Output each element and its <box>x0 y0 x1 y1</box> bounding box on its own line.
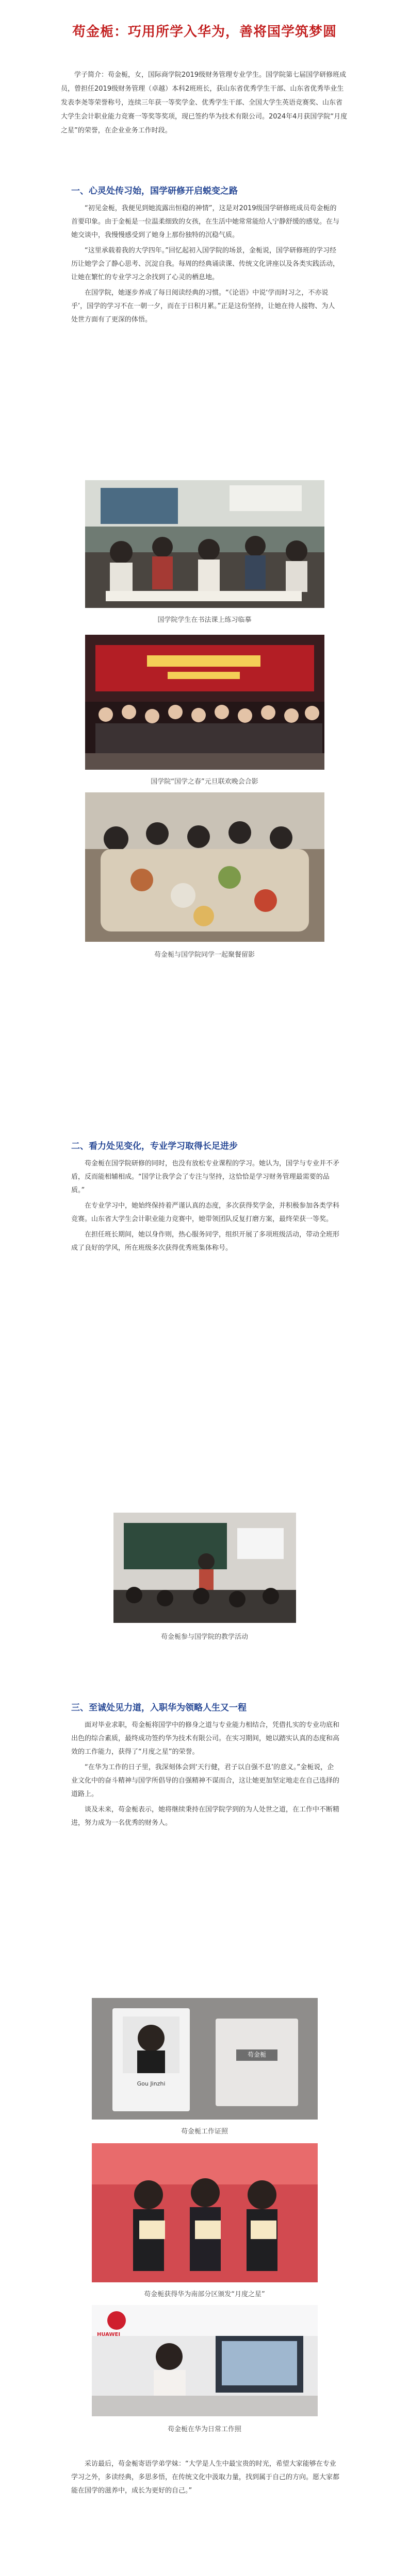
new-year-party-image <box>85 635 324 770</box>
badge-pinyin: Gou Jinzhi <box>137 2080 166 2087</box>
photo-calligraphy-class <box>85 480 324 608</box>
section-1-body <box>71 202 339 377</box>
section-heading-3: 三、至诚处见力道，入职华为领略人生又一程 <box>71 1703 247 1713</box>
work-id-image <box>92 1998 318 2120</box>
article-summary <box>61 68 349 138</box>
figure-caption-5: 苟金栀工作证照 <box>181 2128 228 2136</box>
figure-caption-2: 国学院“国学之春”元旦联欢晚会合影 <box>151 778 258 786</box>
paragraph: “初见金栀，我便见到她流露出恒稳的神情”，这是对2019级国学研修班成员苟金栀的首要印象。由于金栀是一位温柔细致的女孩，在生活中她常常能给人宁静舒缓的感觉。在与她交谈中，我慢慢感受到了她身上那份独特的沉稳气质。 <box>71 205 339 239</box>
closing-paragraph: 采访最后，苟金栀寄语学弟学妹：“大学是人生中最宝贵的时光，希望大家能够在专业学习之外，多读经典，多思多悟，在传统文化中汲取力量，找到属于自己的方向。愿大家都能在国学的滋养中，成长为更好的自己。” <box>71 2460 339 2495</box>
paragraph: 苟金栀在国学院研修的同时，也没有放松专业课程的学习。她认为，国学与专业并不矛盾，反而能相辅相成。“国学让我学会了专注与坚持，这恰恰是学习财务管理最需要的品质。” <box>71 1160 339 1194</box>
figure-caption-6: 苟金栀获得华为南部分区颁发“月度之星” <box>144 2291 265 2298</box>
teaching-activity-image <box>113 1513 296 1623</box>
paragraph: 面对毕业求职，苟金栀将国学中的修身之道与专业能力相结合，凭借扎实的专业功底和出色的综合素质，最终成功签约华为技术有限公司。在实习期间，她以踏实认真的态度和高效的工作能力，获得了“月度之星”的荣誉。 <box>71 1721 339 1756</box>
paragraph: “这里承载着我的大学四年。”回忆起初入国学院的场景，金栀说，国学研修班的学习经历让她学会了静心思考、沉淀自我。每周的经典诵读课、传统文化讲座以及各类实践活动，让她在繁忙的专业学习之余找到了心灵的栖息地。 <box>71 247 339 281</box>
figure-caption-7: 苟金栀在华为日常工作照 <box>167 2426 241 2433</box>
section-heading-2: 二、看力处见变化，专业学习取得长足进步 <box>71 1141 238 1151</box>
star-of-month-image <box>92 2143 318 2282</box>
section-2-body <box>71 1157 339 1374</box>
section-heading-1: 一、心灵处传习始，国学研修开启蜕变之路 <box>71 186 238 196</box>
paragraph: 在专业学习中，她始终保持着严谨认真的态度，多次获得奖学金，并积极参加各类学科竞赛。山东省大学生会计职业能力竞赛中，她带领团队反复打磨方案，最终荣获一等奖。 <box>71 1202 339 1223</box>
figure-caption-3: 苟金栀与国学院同学一起聚餐留影 <box>154 951 255 959</box>
section-3-body <box>71 1719 339 1976</box>
closing-body <box>71 2458 339 2576</box>
paragraph: 谈及未来，苟金栀表示，她将继续秉持在国学院学到的为人处世之道，在工作中不断精进，努力成为一名优秀的财务人。 <box>71 1806 339 1827</box>
calligraphy-class-image <box>85 480 324 608</box>
photo-work-id <box>92 1998 318 2120</box>
title-bar <box>0 0 409 61</box>
photo-teaching-activity <box>113 1513 296 1623</box>
photo-daily-work <box>92 2305 318 2416</box>
huawei-logo-text: HUAWEI <box>97 2332 121 2337</box>
summary-text: 学子简介：苟金栀，女，国际商学院2019级财务管理专业学生。国学院第七届国学研修班成员，曾担任2019级财务管理（卓越）本科2班班长，获山东省优秀学生干部、山东省优秀毕业生发表李尧等荣誉称号，连续三年获一等奖学金、优秀学生干部、全国大学生英语竞赛奖、山东省大学生会计职业能力竞赛一等奖等奖项，现已签约华为技术有限公司。2024年4月获国学院“月度之星”的荣誉，在企业业务工作时段。 <box>61 71 348 134</box>
dinner-gathering-image <box>85 792 324 942</box>
photo-dinner-gathering <box>85 792 324 942</box>
paragraph: 在国学院，她逐步养成了每日阅读经典的习惯。“《论语》中说‘学而时习之，不亦说乎’，国学的学习不在一朝一夕，而在于日积月累。”正是这份坚持，让她在待人接物、为人处世方面有了更深的体悟。 <box>71 289 335 324</box>
badge-name: 苟金栀 <box>247 2051 266 2058</box>
daily-work-image <box>92 2305 318 2416</box>
figure-caption-4: 苟金栀参与国学院的教学活动 <box>160 1633 248 1641</box>
article-title: 苟金栀：巧用所学入华为，善将国学筑梦圆 <box>72 24 337 40</box>
paragraph: 在担任班长期间，她以身作则，热心服务同学，组织开展了多项班级活动，带动全班形成了良好的学风，所在班级多次获得优秀班集体称号。 <box>71 1231 339 1252</box>
paragraph: “在华为工作的日子里，我深刻体会到‘天行健，君子以自强不息’的意义。”金栀说，企业文化中的奋斗精神与国学所倡导的自强精神不谋而合，这让她更加坚定地走在自己选择的道路上。 <box>71 1764 339 1798</box>
photo-new-year-party <box>85 635 324 770</box>
figure-caption-1: 国学院学生在书法课上练习临摹 <box>157 616 252 624</box>
photo-star-of-month <box>92 2143 318 2282</box>
